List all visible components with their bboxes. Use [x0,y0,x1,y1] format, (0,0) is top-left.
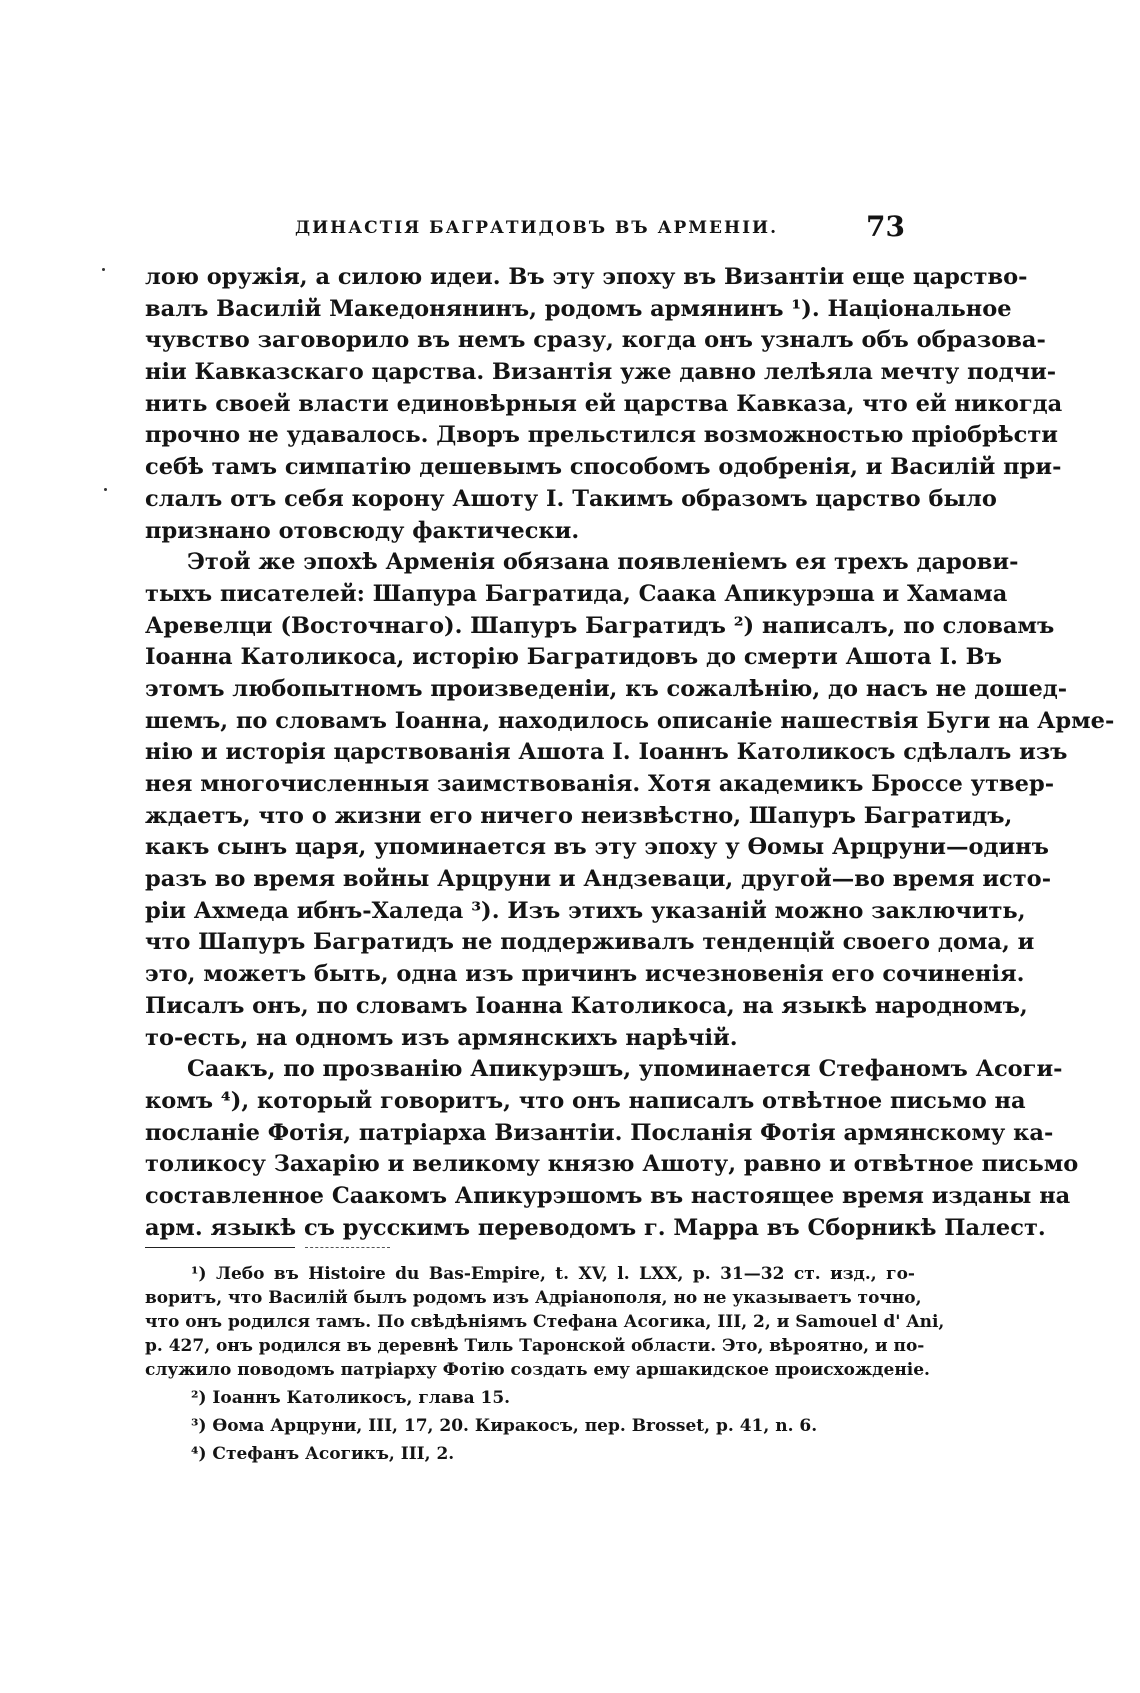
footnote-line: ²) Іоаннъ Католикосъ, глава 15. [191,1388,511,1408]
text-line: нить своей власти единовѣрныя ей царства Кавказа, что ей никогда [145,390,1063,417]
text-line: ніи Кавказскаго царства. Византія уже давно лелѣяла мечту подчи- [145,359,1057,386]
text-line: шемъ, по словамъ Іоанна, находилось описаніе нашествія Буги на Арме- [145,707,1115,734]
footnote-rule-dashed [305,1247,390,1248]
text-line: арм. языкѣ съ русскимъ переводомъ г. Марра въ Сборникѣ Палест. [145,1214,1046,1241]
text-line: чувство заговорило въ немъ сразу, когда онъ узналъ объ образова- [145,327,1046,354]
margin-speck [102,268,105,271]
text-line: разъ во время войны Арцруни и Андзеваци, другой—во время исто- [145,866,1052,893]
text-line: валъ Василій Македонянинъ, родомъ армянинъ ¹). Національное [145,295,1012,322]
text-line: нію и исторія царствованія Ашота I. Іоаннъ Католикосъ сдѣлалъ изъ [145,739,1068,766]
footnotes [145,1262,945,1466]
text-line: составленное Саакомъ Апикурэшомъ въ настоящее время изданы на [145,1182,1071,1209]
footnote-line: служило поводомъ патріарху Фотію создать ему аршакидское происхожденіе. [145,1360,930,1380]
text-line: Этой же эпохѣ Арменія обязана появленіемъ ея трехъ дарови- [187,549,1019,576]
footnote-line: что онъ родился тамъ. По свѣдѣніямъ Стефана Асогика, III, 2, и Samouel d' Ani, [145,1312,945,1332]
footnote-line: p. 427, онъ родился въ деревнѣ Тиль Таронской области. Это, вѣроятно, и по- [145,1336,925,1356]
text-line: что Шапуръ Багратидъ не поддерживалъ тенденцій своего дома, и [145,929,1035,956]
text-line: посланіе Фотія, патріарха Византіи. Посланія Фотія армянскому ка- [145,1119,1054,1146]
footnote-line: ³) Ѳома Арцруни, III, 17, 20. Киракосъ, пер. Brosset, p. 41, n. 6. [191,1416,818,1436]
footnote-rule [145,1247,295,1248]
text-line: этомъ любопытномъ произведеніи, къ сожалѣнію, до насъ не дошед- [145,675,1068,702]
text-line: тыхъ писателей: Шапура Багратида, Саака Апикурэша и Хамама [145,580,1008,607]
text-line: ріи Ахмеда ибнъ-Халеда ³). Изъ этихъ указаній можно заключить, [145,897,1026,924]
margin-speck [104,488,107,491]
footnote-line: воритъ, что Василій былъ родомъ изъ Адріанополя, но не указываетъ точно, [145,1288,922,1308]
footnote-line: ⁴) Стефанъ Асогикъ, III, 2. [191,1444,455,1464]
text-line: комъ ⁴), который говоритъ, что онъ написалъ отвѣтное письмо на [145,1087,1026,1114]
body-text [145,262,1115,1244]
text-line: слалъ отъ себя корону Ашоту I. Такимъ образомъ царство было [145,485,997,512]
text-line: какъ сынъ царя, упоминается въ эту эпоху у Ѳомы Арцруни—одинъ [145,834,1049,861]
text-line: прочно не удавалось. Дворъ прельстился возможностью пріобрѣсти [145,422,1058,449]
running-title: ДИНАСТІЯ БАГРАТИДОВЪ ВЪ АРМЕНІИ. [295,218,778,238]
text-line: Саакъ, по прозванію Апикурэшъ, упоминается Стефаномъ Асоги- [187,1056,1063,1083]
text-line: Аревелци (Восточнаго). Шапуръ Багратидъ ²) написалъ, по словамъ [145,612,1055,639]
footnote-line: ¹) Лебо въ Histoire du Bas-Empire, t. XV, l. LXX, p. 31—32 ст. изд., го- [191,1264,915,1284]
text-line: признано отовсюду фактически. [145,517,580,544]
text-line: то-есть, на одномъ изъ армянскихъ нарѣчій. [145,1024,738,1051]
text-line: нея многочисленныя заимствованія. Хотя академикъ Броссе утвер- [145,771,1055,797]
text-line: лою оружія, а силою идеи. Въ эту эпоху въ Византіи еще царство- [145,264,1028,290]
text-line: это, можетъ быть, одна изъ причинъ исчезновенія его сочиненія. [145,961,1025,988]
page-number: 73 [866,210,905,243]
text-line: Писалъ онъ, по словамъ Іоанна Католикоса, на языкѣ народномъ, [145,992,1028,1019]
text-line: Іоанна Католикоса, исторію Багратидовъ до смерти Ашота I. Въ [145,644,1002,671]
running-head [145,212,905,248]
text-line: ждаетъ, что о жизни его ничего неизвѣстно, Шапуръ Багратидъ, [145,802,1013,829]
text-line: себѣ тамъ симпатію дешевымъ способомъ одобренія, и Василій при- [145,454,1062,481]
text-line: толикосу Захарію и великому князю Ашоту, равно и отвѣтное письмо [145,1151,1079,1178]
